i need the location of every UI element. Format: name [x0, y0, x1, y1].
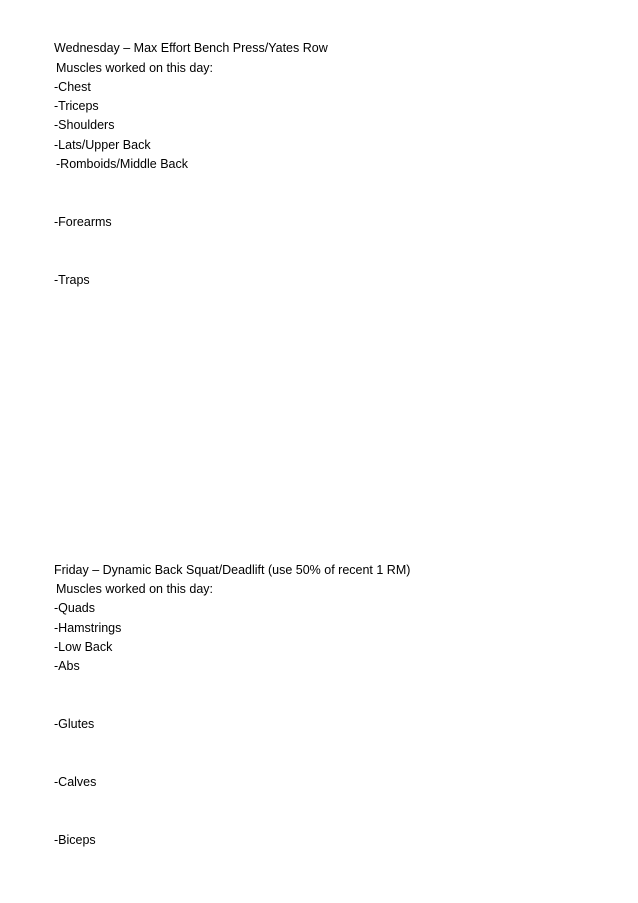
wednesday-muscle-traps: -Traps: [54, 273, 90, 287]
wednesday-heading: Wednesday – Max Effort Bench Press/Yates Row: [54, 41, 328, 55]
wednesday-muscle-forearms: -Forearms: [54, 215, 112, 229]
friday-muscle-hamstrings: -Hamstrings: [54, 621, 122, 635]
wednesday-muscle-romboids: -Romboids/Middle Back: [56, 157, 188, 171]
friday-muscle-glutes: -Glutes: [54, 717, 95, 731]
wednesday-muscle-triceps: -Triceps: [54, 99, 99, 113]
friday-intro: Muscles worked on this day:: [56, 582, 214, 596]
wednesday-muscle-shoulders: -Shoulders: [54, 118, 115, 132]
friday-muscle-biceps: -Biceps: [54, 833, 96, 847]
friday-muscle-abs: -Abs: [54, 659, 80, 673]
friday-muscle-calves: -Calves: [54, 775, 97, 789]
friday-muscle-quads: -Quads: [54, 601, 95, 615]
friday-muscle-low-back: -Low Back: [54, 640, 113, 654]
wednesday-muscle-lats: -Lats/Upper Back: [54, 138, 151, 152]
wednesday-intro: Muscles worked on this day:: [56, 61, 214, 75]
wednesday-muscle-chest: -Chest: [54, 80, 91, 94]
friday-heading: Friday – Dynamic Back Squat/Deadlift (use 50% of recent 1 RM): [54, 563, 411, 577]
